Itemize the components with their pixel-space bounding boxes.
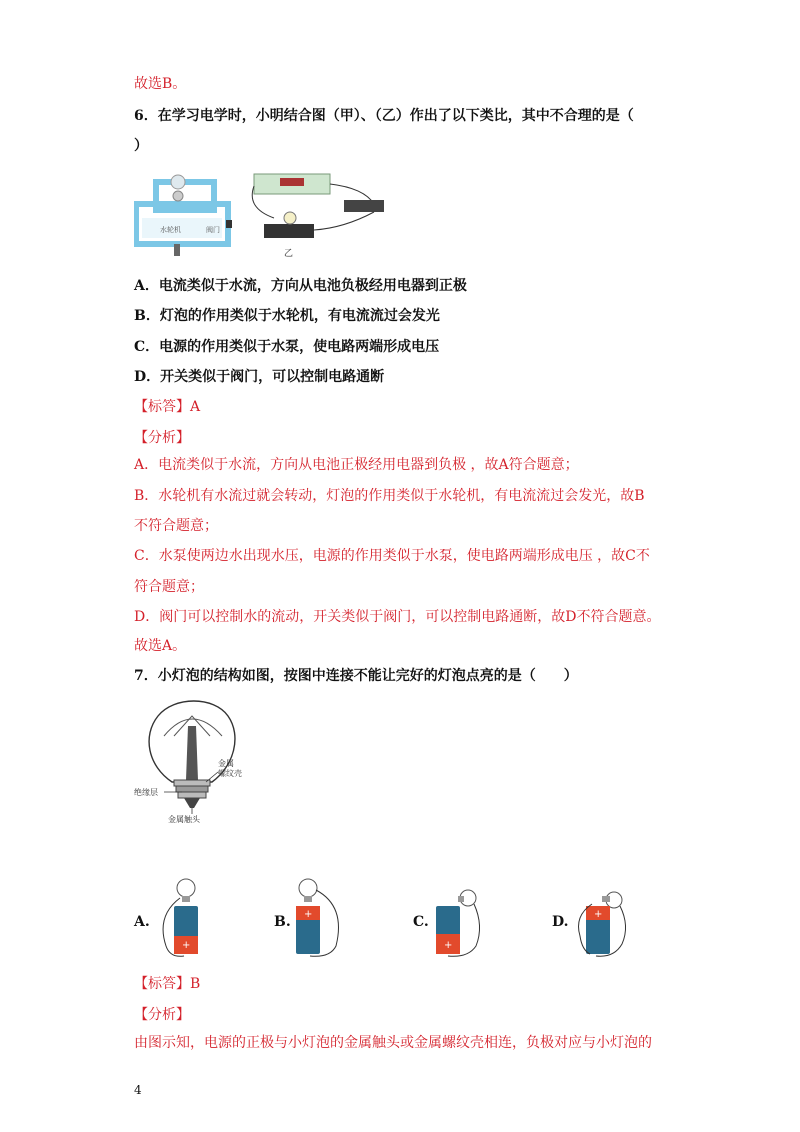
pump-label: 水轮机 [160, 226, 181, 234]
analysis-6-c2: 符合题意； [134, 579, 204, 595]
question-6: 6．在学习电学时，小明结合图（甲）、（乙）作出了以下类比，其中不合理的是（ [134, 108, 634, 124]
analysis-7-heading: 【分析】 [134, 1007, 190, 1023]
answer-7: 【标答】B [134, 976, 201, 992]
metal-tip-label: 金属触头 [168, 815, 200, 824]
conclusion-6: 故选A。 [134, 638, 187, 654]
insulation-label: 绝缘层 [134, 788, 158, 797]
analysis-6-d: D．阀门可以控制水的流动，开关类似于阀门，可以控制电路通断，故D不符合题意。 [134, 609, 661, 625]
option-6c: C．电源的作用类似于水泵，使电路两端形成电压 [134, 339, 440, 355]
option-7b-figure [290, 876, 354, 960]
option-7c-figure [428, 876, 492, 960]
water-circuit-diagram [136, 175, 232, 256]
metal-shell-label: 金属 [218, 759, 234, 768]
bulb-structure-figure [134, 696, 254, 830]
option-7d-label: D. [552, 914, 569, 930]
battery-plus-b: + [304, 909, 313, 920]
option-7d-figure [572, 876, 636, 960]
question-6-end: ） [134, 138, 148, 154]
question-7: 7．小灯泡的结构如图，按图中连接不能让完好的灯泡点亮的是（ ） [134, 668, 578, 684]
yi-label: 乙 [284, 249, 294, 259]
conclusion-prev: 故选B。 [134, 76, 187, 92]
option-7a-label: A. [134, 914, 150, 930]
battery-plus-c: + [444, 940, 453, 951]
battery-plus-d: + [594, 909, 603, 920]
electric-circuit-photo [252, 174, 384, 259]
metal-shell-label-2: 螺纹壳 [218, 769, 242, 778]
figure-6 [134, 168, 394, 260]
option-6a: A．电流类似于水流，方向从电池负极经用电器到正极 [134, 278, 467, 294]
analysis-7-text: 由图示知，电源的正极与小灯泡的金属触头或金属螺纹壳相连，负极对应与小灯泡的 [134, 1035, 652, 1051]
option-6d: D．开关类似于阀门，可以控制电路通断 [134, 369, 385, 385]
option-6b: B．灯泡的作用类似于水轮机，有电流流过会发光 [134, 308, 440, 324]
analysis-6-c: C．水泵使两边水出现水压，电源的作用类似于水泵，使电路两端形成电压 ，故C不 [134, 548, 650, 564]
analysis-6-b: B．水轮机有水流过就会转动，灯泡的作用类似于水轮机，有电流流过会发光，故B [134, 488, 645, 504]
answer-6: 【标答】A [134, 399, 201, 415]
analysis-6-heading: 【分析】 [134, 430, 190, 446]
option-7c-label: C. [413, 914, 429, 930]
battery-plus-a: + [182, 940, 191, 951]
page-number: 4 [134, 1083, 142, 1097]
analysis-6-a: A．电流类似于水流，方向从电池正极经用电器到负极 ，故A符合题意； [134, 457, 579, 473]
option-7a-figure [156, 876, 220, 960]
analysis-6-b2: 不符合题意； [134, 518, 218, 534]
option-7b-label: B. [274, 914, 291, 930]
valve-label: 阀门 [206, 226, 220, 234]
